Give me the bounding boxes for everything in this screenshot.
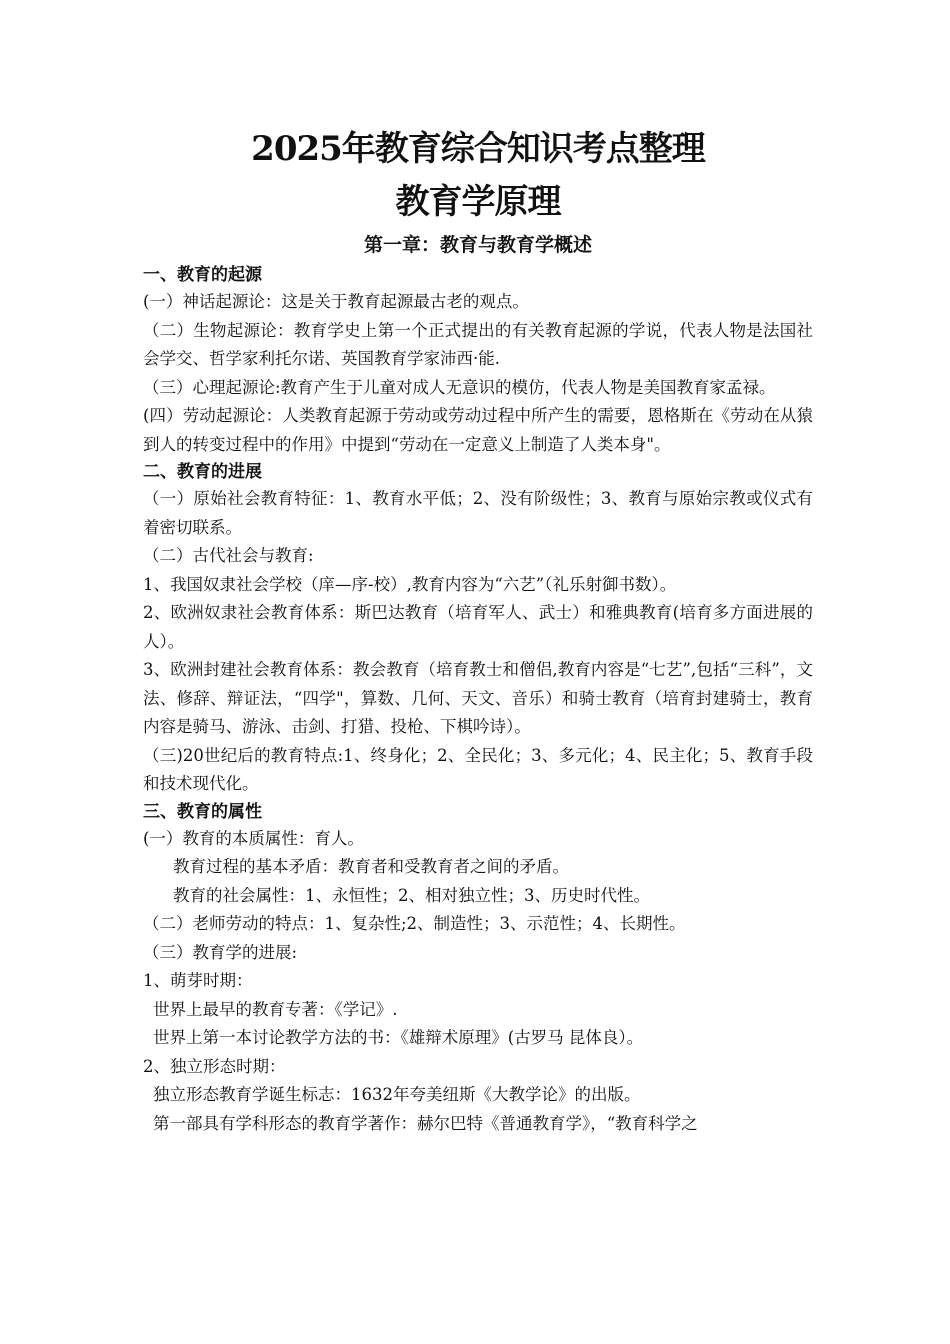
paragraph: （三）教育学的进展: xyxy=(143,942,298,962)
paragraph: 世界上第一本讨论教学方法的书：《雄辩术原理》(古罗马 昆体良）。 xyxy=(153,1028,644,1047)
paragraph: (一）神话起源论：这是关于教育起源最古老的观点。 xyxy=(143,292,529,311)
paragraph: 1、萌芽时期： xyxy=(143,971,253,990)
section-origin xyxy=(143,262,813,459)
paragraph: 世界上最早的教育专著：《学记》. xyxy=(153,999,398,1019)
paragraph: 第一部具有学科形态的教育学著作：赫尔巴特《普通教育学》，“教育科学之 xyxy=(153,1113,698,1133)
section-heading: 二、教育的进展 xyxy=(143,462,262,482)
paragraph: 3、欧洲封建社会教育体系：教会教育（培育教士和僧侣,教育内容是“七艺”,包括“三科”，文法、修辞、辩证法，“四学"，算数、几何、天文、音乐）和骑士教育（培育封建骑士，教育内容是骑马、游泳、击剑、打猎、投枪、下棋吟诗）。 xyxy=(143,660,813,736)
section-heading: 一、教育的起源 xyxy=(143,265,262,285)
paragraph: 1、我国奴隶社会学校（庠—序-校）,教育内容为“六艺”（礼乐射御书数）。 xyxy=(143,574,677,594)
section-heading: 三、教育的属性 xyxy=(143,801,262,822)
paragraph: 2、独立形态时期： xyxy=(143,1056,286,1076)
paragraph: （二）老师劳动的特点：1、复杂性;2、制造性；3、示范性；4、长期性。 xyxy=(143,914,686,933)
document-page xyxy=(143,122,813,1138)
paragraph: （二）生物起源论：教育学史上第一个正式提出的有关教育起源的学说，代表人物是法国社会学交、哲学家利托尔诺、英国教育学家沛西·能. xyxy=(143,320,813,368)
paragraph: 教育过程的基本矛盾：教育者和受教育者之间的矛盾。 xyxy=(173,857,569,876)
paragraph: (四）劳动起源论：人类教育起源于劳动或劳动过程中所产生的需要，恩格斯在《劳动在从猿到人的转变过程中的作用》中提到“劳动在一定意义上制造了人类本身"。 xyxy=(143,406,813,454)
paragraph: (一）教育的本质属性：育人。 xyxy=(143,828,364,848)
paragraph: （三)20世纪后的教育特点:1、终身化；2、全民化；3、多元化；4、民主化；5、教育手段和技术现代化。 xyxy=(143,745,813,793)
section-attributes xyxy=(143,799,813,1139)
paragraph: 独立形态教育学诞生标志：1632年夸美纽斯《大教学论》的出版。 xyxy=(153,1085,641,1104)
section-development xyxy=(143,459,813,799)
document-title: 2025年教育综合知识考点整理 xyxy=(251,129,705,169)
paragraph: 2、欧洲奴隶社会教育体系：斯巴达教育（培育军人、武士）和雅典教育(培育多方面进展的人）。 xyxy=(143,603,813,651)
paragraph: 教育的社会属性：1、永恒性；2、相对独立性；3、历史时代性。 xyxy=(173,885,650,905)
paragraph: （二）古代社会与教育: xyxy=(143,546,314,565)
chapter-heading: 第一章：教育与教育学概述 xyxy=(363,234,592,256)
paragraph: （三）心理起源论:教育产生于儿童对成人无意识的模仿，代表人物是美国教育家孟禄。 xyxy=(143,377,776,397)
document-subtitle: 教育学原理 xyxy=(395,182,561,222)
paragraph: （一）原始社会教育特征：1、教育水平低；2、没有阶级性；3、教育与原始宗教或仪式有着密切联系。 xyxy=(143,489,813,537)
